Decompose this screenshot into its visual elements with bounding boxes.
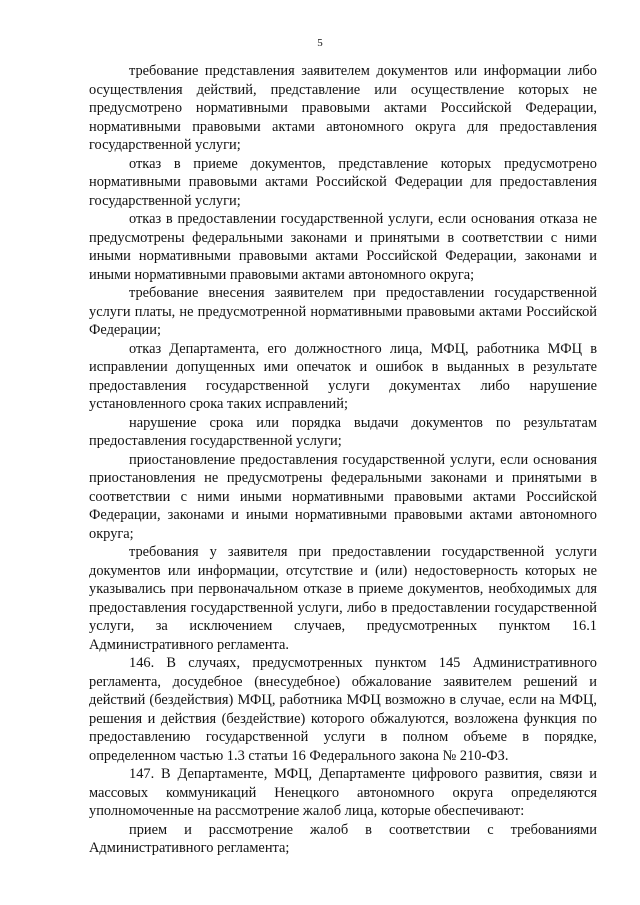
document-body xyxy=(89,62,597,858)
paragraph: отказ в предоставлении государственной услуги, если основания отказа не предусмотрены федеральными законами и принятыми в соответствии с ними иными нормативными правовыми актами Российской Федерации, законами и иными нормативными правовыми актами автономного округа; xyxy=(89,211,597,283)
paragraph: требования у заявителя при предоставлении государственной услуги документов или информации, отсутствие и (или) недостоверность которых не указывались при первоначальном отказе в приеме документов, необходимых для предоставления государственной услуги, либо в предоставлении государственной услуги, за исключением случаев, предусмотренных пунктом 16.1 Административного регламента. xyxy=(89,544,597,653)
paragraph-146: 146. В случаях, предусмотренных пунктом 145 Административного регламента, досудебное (внесудебное) обжалование заявителем решений и действий (бездействия) МФЦ, работника МФЦ возможно в случае, если на МФЦ, решения и действия (бездействие) которого обжалуются, возложена функция по предоставлению государственной услуги в полном объеме в порядке, определенном частью 1.3 статьи 16 Федерального закона № 210-ФЗ. xyxy=(89,655,597,764)
paragraph: прием и рассмотрение жалоб в соответствии с требованиями Административного регламента; xyxy=(89,821,597,856)
paragraph: отказ Департамента, его должностного лица, МФЦ, работника МФЦ в исправлении допущенных ими опечаток и ошибок в выданных в результате предоставления государственной услуги документах либо нарушение установленного срока таких исправлений; xyxy=(89,340,597,412)
paragraph: приостановление предоставления государственной услуги, если основания приостановления не предусмотрены федеральными законами и принятыми в соответствии с ними иными нормативными правовыми актами Российской Федерации, законами и иными нормативными правовыми актами автономного округа; xyxy=(89,451,597,542)
paragraph: отказ в приеме документов, представление которых предусмотрено нормативными правовыми актами Российской Федерации для предоставления государственной услуги; xyxy=(89,155,597,209)
paragraph: нарушение срока или порядка выдачи документов по результатам предоставления государственной услуги; xyxy=(89,414,597,449)
paragraph: требование представления заявителем документов или информации либо осуществления действий, представление или осуществление которых не предусмотрено нормативными правовыми актами Российской Федерации, нормативными правовыми актами автономного округа для предоставления государственной услуги; xyxy=(89,63,597,153)
paragraph: требование внесения заявителем при предоставлении государственной услуги платы, не предусмотренной нормативными правовыми актами Российской Федерации; xyxy=(89,285,597,338)
paragraph-147: 147. В Департаменте, МФЦ, Департаменте цифрового развития, связи и массовых коммуникаций Ненецкого автономного округа определяются уполномоченные на рассмотрение жалоб лица, которые обеспечивают: xyxy=(89,766,597,819)
page-number: 5 xyxy=(317,37,323,49)
